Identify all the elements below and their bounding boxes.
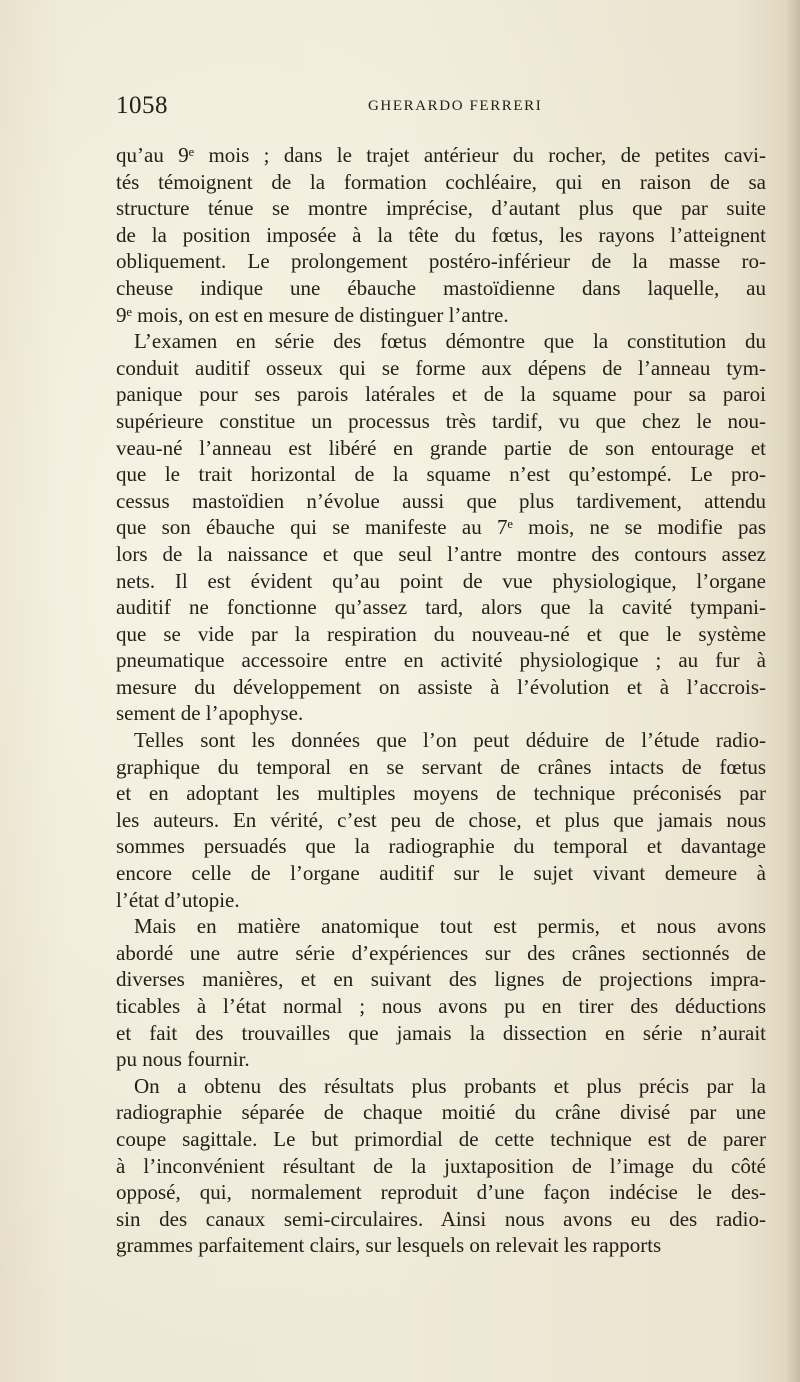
text-line: tés témoignent de la formation cochléaire, qui en raison de sa	[116, 169, 766, 194]
text-line: obliquement. Le prolongement postéro-inférieur de la masse ro-	[116, 249, 766, 274]
text-line: veau-né l’anneau est libéré en grande partie de son entourage et	[116, 435, 766, 460]
text-line: auditif ne fonctionne qu’assez tard, alors que la cavité tympani-	[116, 595, 766, 620]
text-line: sommes persuadés que la radiographie du temporal et davantage	[116, 834, 766, 859]
text-line: graphique du temporal en se servant de crânes intacts de fœtus	[116, 754, 766, 779]
text-line: à l’inconvénient résultant de la juxtaposition de l’image du côté	[116, 1153, 766, 1178]
text-line: mesure du développement on assiste à l’évolution et à l’accrois-	[116, 674, 766, 699]
text-line: supérieure constitue un processus très tardif, vu que chez le nou-	[116, 408, 766, 433]
text-line: cessus mastoïdien n’évolue aussi que plus tardivement, attendu	[116, 488, 766, 513]
paragraph	[116, 913, 766, 1073]
page-number: 1058	[116, 92, 168, 119]
text-line: On a obtenu des résultats plus probants et plus précis par la	[134, 1073, 766, 1098]
text-line: panique pour ses parois latérales et de la squame pour sa paroi	[116, 382, 766, 407]
text-line: L’examen en série des fœtus démontre que la constitution du	[134, 329, 766, 354]
text-line: et en adoptant les multiples moyens de technique préconisés par	[116, 781, 766, 806]
body-text	[116, 142, 766, 1259]
text-line: les auteurs. En vérité, c’est peu de chose, et plus que jamais nous	[116, 807, 766, 832]
paragraph	[116, 142, 766, 328]
text-line: cheuse indique une ébauche mastoïdienne dans laquelle, au	[116, 275, 766, 300]
text-line: que son ébauche qui se manifeste au 7ᵉ mois, ne se modifie pas	[116, 515, 766, 540]
text-line: nets. Il est évident qu’au point de vue physiologique, l’organe	[116, 568, 766, 593]
text-line: coupe sagittale. Le but primordial de cette technique est de parer	[116, 1126, 766, 1151]
text-line: encore celle de l’organe auditif sur le sujet vivant demeure à	[116, 861, 766, 886]
text-line: Mais en matière anatomique tout est permis, et nous avons	[134, 914, 766, 939]
page-header	[116, 92, 766, 124]
text-line: abordé une autre série d’expériences sur des crânes sectionnés de	[116, 940, 766, 965]
text-line: 9ᵉ mois, on est en mesure de distinguer l’antre.	[116, 302, 509, 327]
text-line: pneumatique accessoire entre en activité physiologique ; au fur à	[116, 648, 766, 673]
text-line: et fait des trouvailles que jamais la dissection en série n’aurait	[116, 1020, 766, 1045]
text-line: opposé, qui, normalement reproduit d’une façon indécise le des-	[116, 1180, 766, 1205]
text-line: sement de l’apophyse.	[116, 701, 304, 726]
text-line: ticables à l’état normal ; nous avons pu en tirer des déductions	[116, 994, 766, 1018]
page-edge-shadow	[786, 0, 800, 1382]
running-head: GHERARDO FERRERI	[368, 98, 543, 114]
text-line: pu nous fournir.	[116, 1047, 250, 1072]
text-line: radiographie séparée de chaque moitié du crâne divisé par une	[116, 1100, 766, 1125]
text-line: lors de la naissance et que seul l’antre montre des contours assez	[116, 541, 766, 566]
text-line: conduit auditif osseux qui se forme aux dépens de l’anneau tym-	[116, 355, 766, 380]
text-line: que se vide par la respiration du nouveau-né et que le système	[116, 621, 766, 646]
text-line: grammes parfaitement clairs, sur lesquels on relevait les rapports	[116, 1233, 662, 1258]
text-line: de la position imposée à la tête du fœtus, les rayons l’atteignent	[116, 222, 766, 247]
text-line: structure ténue se montre imprécise, d’autant plus que par suite	[116, 196, 766, 221]
paragraph	[116, 328, 766, 727]
text-line: sin des canaux semi-circulaires. Ainsi nous avons eu des radio-	[116, 1206, 766, 1231]
text-line: diverses manières, et en suivant des lignes de projections impra-	[116, 967, 766, 992]
text-line: l’état d’utopie.	[116, 887, 240, 912]
text-line: qu’au 9ᵉ mois ; dans le trajet antérieur du rocher, de petites cavi-	[116, 143, 766, 167]
paragraph	[116, 727, 766, 913]
text-line: que le trait horizontal de la squame n’est qu’estompé. Le pro-	[116, 462, 766, 487]
text-line: Telles sont les données que l’on peut déduire de l’étude radio-	[134, 728, 766, 753]
paragraph	[116, 1073, 766, 1259]
